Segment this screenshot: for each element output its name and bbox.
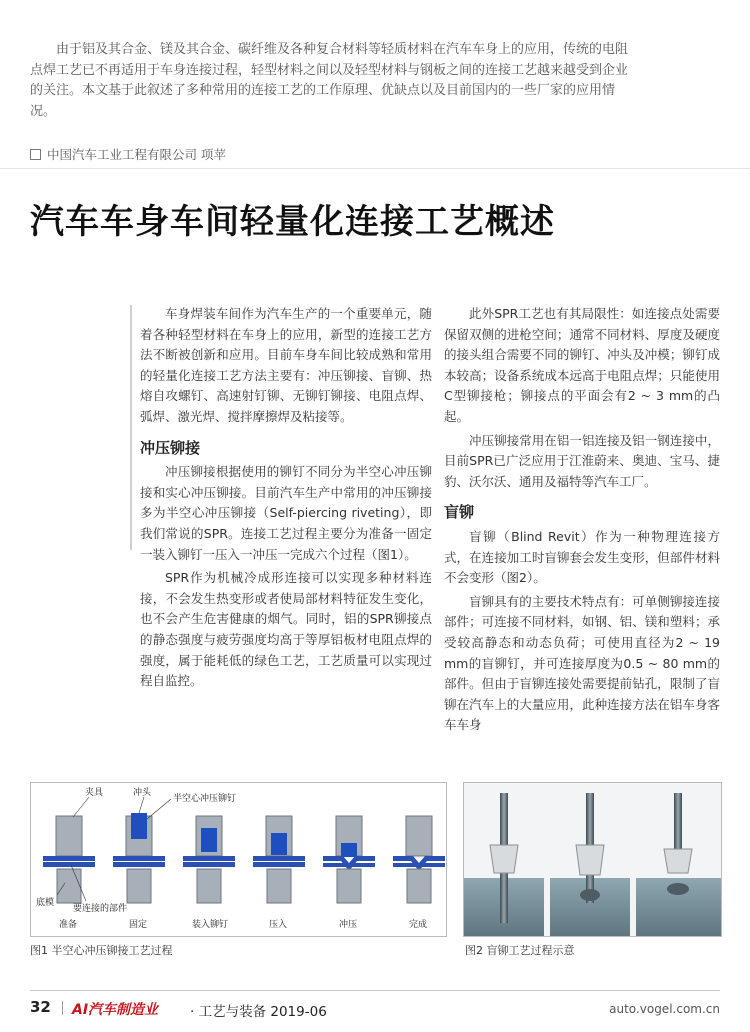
- label-punch: 冲头: [133, 788, 152, 798]
- blind-rivet-illustration: [464, 783, 721, 936]
- station-clamp: [113, 813, 165, 903]
- byline: [30, 145, 226, 163]
- section-heading-spr: 冲压铆接: [140, 438, 201, 457]
- label-die: 底模: [36, 898, 55, 908]
- station-press-in: [253, 816, 305, 903]
- figure-2-caption: 图2 盲铆工艺过程示意: [465, 944, 575, 957]
- step-label: 冲压: [339, 920, 358, 930]
- step-label: 准备: [59, 920, 78, 930]
- station-prepare: [43, 816, 95, 903]
- website-url: auto.vogel.com.cn: [609, 1002, 720, 1016]
- column-rule: [130, 305, 132, 550]
- page-title: 汽车车身车间轻量化连接工艺概述: [30, 202, 555, 242]
- paragraph: 此外SPR工艺也有其局限性：如连接点处需要保留双侧的进枪空间；通常不同材料、厚度及硬度的接头组合需要不同的铆钉、冲头及冲模；铆钉成本较高；设备系统成本远高于电阻点焊；只能使用C型铆接枪；铆接点的平面会有2 ~ 3 mm的凸起。: [444, 306, 720, 424]
- label-parts: 要连接的部件: [73, 904, 128, 914]
- figure-1-caption: 图1 半空心冲压铆接工艺过程: [30, 944, 173, 957]
- square-bullet-icon: [30, 149, 41, 160]
- section-heading-blind-rivet: 盲铆: [444, 503, 475, 522]
- paragraph: 冲压铆接根据使用的铆钉不同分为半空心冲压铆接和实心冲压铆接。目前汽车生产中常用的冲压铆接多为半空心冲压铆接（Self-piercing riveting），即我们常说的SPR。连接工艺过程主要分为准备一固定一装入铆钉一压入一冲压一完成六个过程（图1）。: [140, 464, 432, 562]
- paragraph: 冲压铆接常用在铝一铝连接及铝一钢连接中，目前SPR已广泛应用于江淮蔚来、奥迪、宝马、捷豹、沃尔沃、通用及福特等汽车工厂。: [444, 432, 720, 489]
- magazine-brand: AI汽车制造业: [72, 1002, 159, 1018]
- station-punch: [323, 816, 375, 903]
- byline-text: 中国汽车工业工程有限公司 项苹: [47, 147, 226, 162]
- footer-separator: [62, 1001, 63, 1015]
- step-label: 装入铆钉: [192, 920, 229, 930]
- label-rivet: 半空心冲压铆钉: [173, 794, 237, 804]
- paragraph: 车身焊装车间作为汽车生产的一个重要单元，随着各种轻型材料在车身上的应用，新型的连接工艺方法不断被创新和应用。目前车身车间比较成熟和常用的轻量化连接工艺方法主要有：冲压铆接、盲铆、热熔自攻螺钉、高速射钉铆、无铆钉铆接、电阻点焊、弧焊、激光焊、搅拌摩擦焊及粘接等。: [140, 306, 432, 424]
- paragraph: 盲铆（Blind Revit）作为一种物理连接方式，在连接加工时盲铆套会发生变形，但部件材料不会变形（图2）。: [444, 528, 720, 586]
- step-label: 固定: [129, 920, 148, 930]
- step-label: 完成: [409, 920, 428, 930]
- column-right: [444, 304, 720, 739]
- figure-spr-process: [30, 782, 447, 937]
- paragraph: 盲铆具有的主要技术特点有：可单侧铆接连接部件；可连接不同材料，如钢、铝、镁和塑料；承受较高静态和动态负荷；可使用直径为2 ~ 19 mm的盲铆钉，并可连接厚度为0.5 ~ 80 mm的部件。但由于盲铆连接处需要提前钻孔，限制了盲铆在汽车上的大量应用，此种连接方法在铝车身客车车身: [444, 593, 720, 733]
- divider: [0, 168, 750, 169]
- figure-blind-rivet: [463, 782, 722, 937]
- paragraph: SPR作为机械冷成形连接可以实现多种材料连接，不会发生热变形或者使局部材料特征发生变化，也不会产生危害健康的烟气。同时，铝的SPR铆接点的静态强度与疲劳强度均高于等厚铝板材电阻点焊的强度，属于能耗低的绿色工艺，工艺质量可以实现过程自监控。: [140, 570, 432, 689]
- station-insert-rivet: [183, 816, 235, 903]
- issue-info: · 工艺与装备 2019-06: [190, 1004, 327, 1020]
- page-number: 32: [30, 998, 51, 1016]
- footer-divider: [30, 990, 720, 991]
- column-left: [140, 304, 432, 695]
- intro-paragraph: 由于铝及其合金、镁及其合金、碳纤维及各种复合材料等轻质材料在汽车车身上的应用，传统的电阻点焊工艺已不再适用于车身连接过程，轻型材料之间以及轻型材料与钢板之间的连接工艺越来越受到企业的关注。本文基于此叙述了多种常用的连接工艺的工作原理、优缺点以及目前国内的一些厂家的应用情况。: [30, 42, 629, 119]
- label-clamp: 夹具: [85, 788, 104, 798]
- station-finish: [393, 816, 445, 903]
- step-label: 压入: [269, 920, 288, 930]
- spr-process-illustration: [31, 783, 446, 936]
